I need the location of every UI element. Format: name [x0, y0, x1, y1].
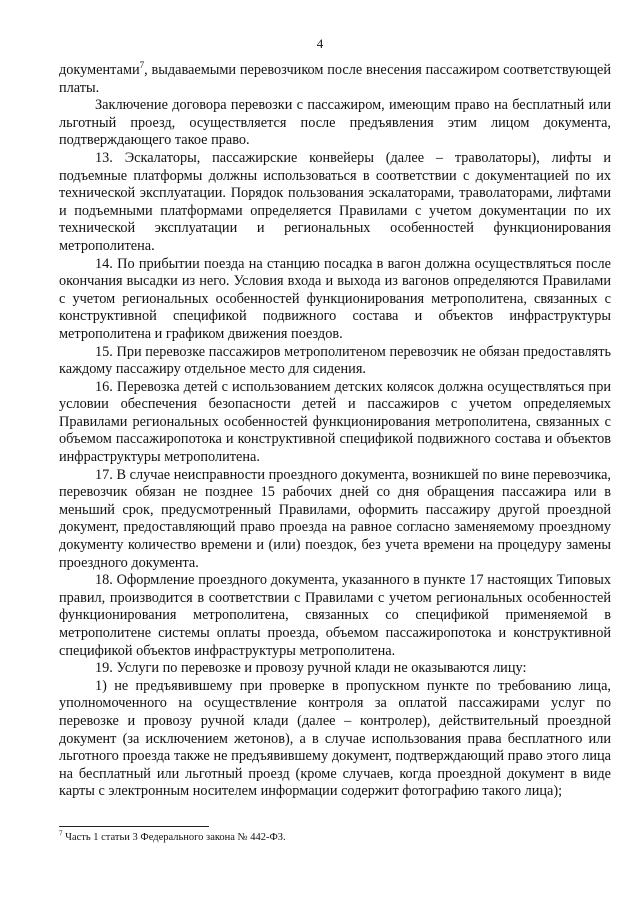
page-number: 4: [316, 36, 324, 51]
footnote-marker: 7: [59, 829, 63, 838]
paragraph-16: 16. Перевозка детей с использованием детских колясок должна осуществляться при условии обеспечения безопасности детей и пассажиров с учетом определяемых Правилами региональных особенностей функционирования метрополитена, связанных с объемом пассажиропотока и конструктивной спецификой подвижного состава и объектов инфраструктуры метрополитена.: [59, 378, 611, 466]
footnote: [59, 831, 611, 844]
paragraph-18: 18. Оформление проездного документа, указанного в пункте 17 настоящих Типовых правил, производится в соответствии с Правилами с учетом региональных особенностей функционирования метрополитена, связанных со спецификой применяемой в метрополитене системы оплаты проезда, объемом пассажиропотока и конструктивной спецификой объектов инфраструктуры метрополитена.: [59, 572, 611, 659]
paragraph-13: 13. Эскалаторы, пассажирские конвейеры (далее – траволаторы), лифты и подъемные платформы должны использоваться в соответствии с документацией по их технической эксплуатации. Порядок пользования эскалаторами, траволаторами, лифтами и подъемными платформами определяется Правилами с учетом документации по их технической эксплуатации и региональных особенностей функционирования метрополитена.: [59, 149, 611, 254]
paragraph-continuation: [59, 62, 611, 97]
footnote-reference: 7: [139, 60, 145, 71]
paragraph-19-item-1: 1) не предъявившему при проверке в пропускном пункте по требованию лица, уполномоченного на осуществление контроля за оплатой пассажирами услуг по перевозке и провозу ручной клади (далее – контролер), действительный проездной документ (за исключением жетонов), а в случае использования права бесплатного или льготного проезда также не предъявившему документ, подтверждающий право этого лица на бесплатный или льготный проезд (кроме случаев, когда проездной документ в виде карты с электронным носителем информации содержит фотографию такого лица);: [59, 677, 611, 800]
paragraph-text-post: , выдаваемыми перевозчиком после внесения пассажиром соответствующей платы.: [59, 62, 611, 96]
document-body: [59, 62, 611, 801]
paragraph-14: 14. По прибытии поезда на станцию посадка в вагон должна осуществляться после окончания высадки из него. Условия входа и выхода из вагонов определяются Правилами с учетом региональных особенностей функционирования метрополитена, связанных с конструктивной спецификой подвижного состава и объектов инфраструктуры метрополитена и графиком движения поездов.: [59, 255, 611, 342]
paragraph-19: 19. Услуги по перевозке и провозу ручной клади не оказываются лицу:: [95, 660, 527, 677]
paragraph-15: 15. При перевозке пассажиров метрополитеном перевозчик не обязан предоставлять каждому пассажиру отдельное место для сидения.: [59, 343, 611, 378]
paragraph-text-pre: документами: [59, 62, 140, 78]
footnote-text: Часть 1 статьи 3 Федерального закона № 442-ФЗ.: [65, 832, 286, 843]
paragraph-contract: Заключение договора перевозки с пассажиром, имеющим право на бесплатный или льготный проезд, осуществляется после предъявления этим лицом документа, подтверждающего такое право.: [59, 97, 611, 149]
footnote-divider: [59, 826, 209, 827]
paragraph-17: 17. В случае неисправности проездного документа, возникшей по вине перевозчика, перевозчик обязан не позднее 15 рабочих дней со дня обращения пассажира или в меньший срок, предусмотренный Правилами, оформить пассажиру другой проездной документ, предоставляющий право проезда на равное согласно заменяемому проездному документу количество времени и (или) поездок, без учета времени на процедуру замены проездного документа.: [59, 466, 611, 571]
